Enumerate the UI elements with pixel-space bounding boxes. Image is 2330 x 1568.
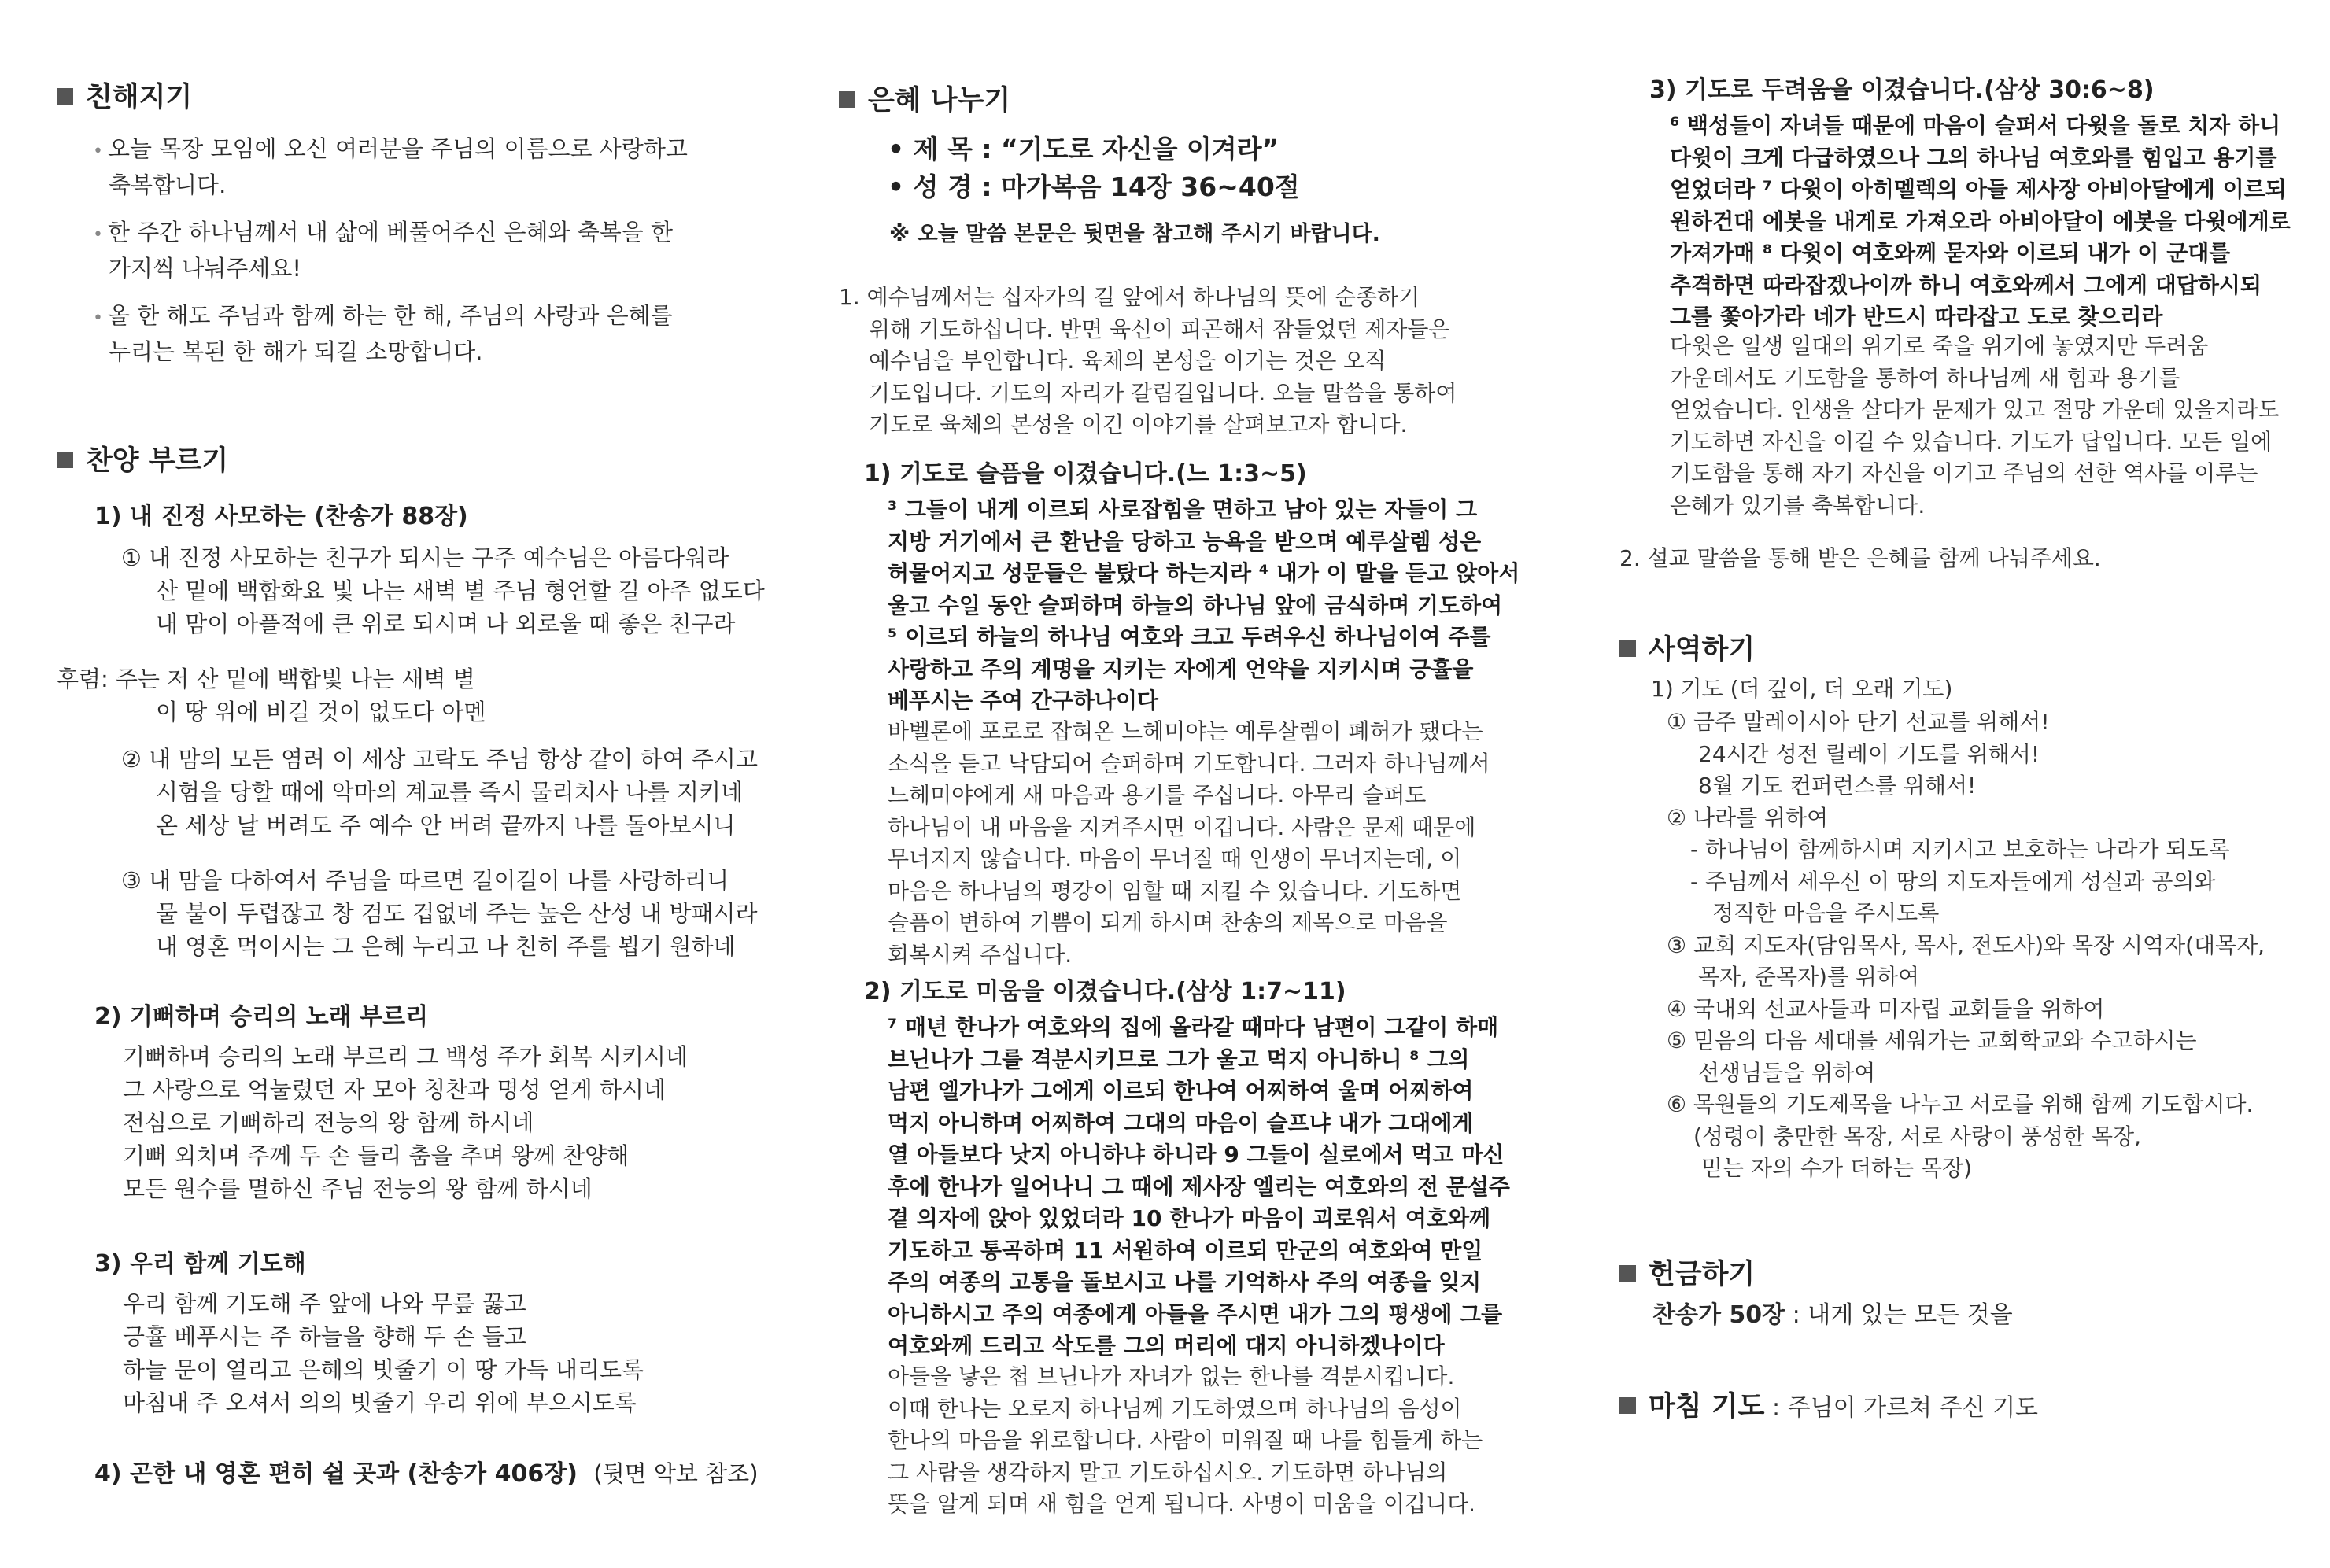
offering-hymn: 찬송가 50장 : 내게 있는 모든 것을 (1652, 1301, 2013, 1329)
fellowship-item-3: • 올 한 해도 주님과 함께 하는 한 해, 주님의 사랑과 은혜를 누리는 복된 한 해가 되길 소망합니다. (93, 302, 673, 365)
song-4-note: (뒷면 악보 참조) (593, 1460, 759, 1487)
section-heading-ministry: 사역하기 (1619, 628, 1755, 667)
point-1-bible-text: ³ 그들이 내게 이르되 사로잡힘을 면하고 남아 있는 자들이 그 지방 거기에서 큰 환난을 당하고 능욕을 받으며 예루살렘 성은 허물어지고 성문들은 불탔다 하는지라 ⁴ 내가 이 말을 듣고 앉아서 울고 수일 동안 슬퍼하며 하늘의 하나님 앞에 금식하며 기도하여 ⁵ 이르되 하늘의 하나님 여호와 크고 두려우신 하나님이여 주를 사랑하고 주의 계명을 지키는 자에게 언약을 지키시며 긍휼을 베푸시는 주여 간구하나이다 (888, 496, 1520, 714)
song-4-title: 4) 곤한 내 영혼 편히 쉴 곳과 (찬송가 406장) (뒷면 악보 참조) (94, 1460, 759, 1488)
section-heading-fellowship: 친해지기 (57, 76, 192, 115)
prayer-subtitle: 1) 기도 (더 깊이, 더 오래 기도) (1651, 676, 1953, 702)
dot-bullet-icon: • (93, 142, 103, 161)
point-2-title: 2) 기도로 미움을 이겼습니다.(삼상 1:7~11) (864, 978, 1346, 1005)
square-bullet-icon (839, 91, 855, 108)
song-1-verse-2: ② 내 맘의 모든 염려 이 세상 고락도 주님 항상 같이 하여 주시고 시험을 당할 때에 악마의 계교를 즉시 물리치사 나를 지키네 온 세상 날 버려도 주 예수 안 버려 끝까지 나를 돌아보시니 (121, 746, 758, 839)
fellowship-item-1: • 오늘 목장 모임에 오신 여러분을 주님의 이름으로 사랑하고 축복합니다. (93, 135, 688, 198)
scripture-note: ※ 오늘 말씀 본문은 뒷면을 참고해 주시기 바랍니다. (889, 222, 1380, 246)
square-bullet-icon (1619, 1265, 1636, 1282)
prayer-list: ① 금주 말레이시아 단기 선교를 위해서! 24시간 성전 릴레이 기도를 위해서! 8월 기도 컨퍼런스를 위해서! ② 나라를 위하여 - 하나님이 함께하시며 지키시고 보호하는 나라가 되도록 - 주님께서 세우신 이 땅의 지도자들에게 성실과 공의와 정직한 마음을 주시도록 ③ 교회 지도자(담임목사, 목사, 전도사)와 목장 시역자(대목자, 목자, 준목자)를 위하여 ④ 국내외 선교사들과 미자립 교회들을 위하여 ⑤ 믿음의 다음 세대를 세워가는 교회학교와 수고하시는 선생님들을 위하여 ⑥ 목원들의 기도제목을 나누고 서로를 위해 함께 기도합시다. (성령이 충만한 목장, 서로 사랑이 풍성한 목장, 믿는 자의 수가 더하는 목장) (1667, 709, 2265, 1181)
square-bullet-icon (1619, 640, 1636, 657)
point-1-title: 1) 기도로 슬픔을 이겼습니다.(느 1:3~5) (864, 460, 1307, 488)
song-1-verse-1: ① 내 진정 사모하는 친구가 되시는 구주 예수님은 아름다워라 산 밑에 백합화요 빛 나는 새벽 별 주님 형언할 길 아주 없도다 내 맘이 아플적에 큰 위로 되시며 나 외로울 때 좋은 친구라 (121, 544, 765, 637)
point-3-title: 3) 기도로 두려움을 이겼습니다.(삼상 30:6~8) (1649, 76, 2155, 104)
closing-prayer-text: : 주님이 가르쳐 주신 기도 (1764, 1394, 2039, 1422)
point-3-bible-text: ⁶ 백성들이 자녀들 때문에 마음이 슬퍼서 다윗을 돌로 치자 하니 다윗이 크게 다급하였으나 그의 하나님 여호와를 힘입고 용기를 얻었더라 ⁷ 다윗이 아히멜렉의 아들 제사장 아비아달에게 이르되 원하건대 에봇을 내게로 가져오라 아비아달이 에봇을 다윗에게로 가져가매 ⁸ 다윗이 여호와께 묻자와 이르되 내가 이 군대를 추격하면 따라잡겠나이까 하니 여호와께서 그에게 대답하시되 그를 쫓아가라 네가 반드시 따라잡고 도로 찾으리라 (1670, 113, 2291, 330)
square-bullet-icon (1619, 1397, 1636, 1414)
point-2-commentary: 아들을 낳은 첩 브닌나가 자녀가 없는 한나를 격분시킵니다. 이때 한나는 오로지 하나님께 기도하였으며 하나님의 음성이 한나의 마음을 위로합니다. 사람이 미워질 때 나를 힘들게 하는 그 사람을 생각하지 말고 기도하십시오. 기도하면 하나님의 뜻을 알게 되며 새 힘을 얻게 됩니다. 사명이 미움을 이깁니다. (888, 1363, 1483, 1517)
song-1-verse-3: ③ 내 맘을 다하여서 주님을 따르면 길이길이 나를 사랑하리니 물 불이 두렵잖고 창 검도 겁없네 주는 높은 산성 내 방패시라 내 영혼 먹이시는 그 은혜 누리고 나 친히 주를 뵙기 원하네 (121, 867, 758, 960)
square-bullet-icon (57, 452, 73, 468)
sermon-topic: • 제 목 : “기도로 자신을 이겨라” (888, 134, 1279, 164)
dot-bullet-icon: • (93, 308, 103, 328)
point-2-bible-text: ⁷ 매년 한나가 여호와의 집에 올라갈 때마다 남편이 그같이 하매 브닌나가 그를 격분시키므로 그가 울고 먹지 아니하니 ⁸ 그의 남편 엘가나가 그에게 이르되 한나여 어찌하여 울며 어찌하여 먹지 아니하며 어찌하여 그대의 마음이 슬프냐 내가 그대에게 열 아들보다 낫지 아니하냐 하니라 9 그들이 실로에서 먹고 마신 후에 한나가 일어나니 그 때에 제사장 엘리는 여호와의 전 문설주 곁 의자에 앉아 있었더라 10 한나가 마음이 괴로워서 여호와께 기도하고 통곡하며 11 서원하여 이르되 만군의 여호와여 만일 주의 여종의 고통을 돌보시고 나를 기억하사 주의 여종을 잊지 아니하시고 주의 여종에게 아들을 주시면 내가 그의 평생에 그를 여호와께 드리고 삭도를 그의 머리에 대지 아니하겠나이다 (888, 1014, 1510, 1359)
song-2-title: 2) 기뻐하며 승리의 노래 부르리 (94, 1003, 429, 1031)
song-3-title: 3) 우리 함께 기도해 (94, 1250, 306, 1278)
section-heading-sharing: 은혜 나누기 (839, 79, 1010, 118)
song-1-title: 1) 내 진정 사모하는 (찬송가 88장) (94, 503, 468, 530)
song-2-lyrics: 기뻐하며 승리의 노래 부르리 그 백성 주가 회복 시키시네 그 사랑으로 억눌렸던 자 모아 칭찬과 명성 얻게 하시네 전심으로 기뻐하리 전능의 왕 함께 하시네 기뻐 외치며 주께 두 손 들리 춤을 추며 왕께 찬양해 모든 원수를 멸하신 주님 전능의 왕 함께 하시네 (123, 1043, 689, 1202)
square-bullet-icon (57, 88, 73, 105)
dot-bullet-icon: • (93, 225, 103, 245)
fellowship-item-2: • 한 주간 하나님께서 내 삶에 베풀어주신 은혜와 축복을 한 가지씩 나눠주세요! (93, 219, 674, 282)
question-1-intro: 1. 예수님께서는 십자가의 길 앞에서 하나님의 뜻에 순종하기 위해 기도하십니다. 반면 육신이 피곤해서 잠들었던 제자들은 예수님을 부인합니다. 육체의 본성을 이기는 것은 오직 기도입니다. 기도의 자리가 갈림길입니다. 오늘 말씀을 통하여 기도로 육체의 본성을 이긴 이야기를 살펴보고자 합니다. (839, 284, 1457, 437)
sermon-scripture: • 성 경 : 마가복음 14장 36~40절 (888, 172, 1300, 202)
point-3-commentary: 다윗은 일생 일대의 위기로 죽을 위기에 놓였지만 두려움 가운데서도 기도함을 통하여 하나님께 새 힘과 용기를 얻었습니다. 인생을 살다가 문제가 있고 절망 가운데 있을지라도 기도하면 자신을 이길 수 있습니다. 기도가 답입니다. 모든 일에 기도함을 통해 자기 자신을 이기고 주님의 선한 역사를 이루는 은혜가 있기를 축복합니다. (1670, 333, 2280, 518)
section-heading-praise: 찬양 부르기 (57, 439, 228, 478)
song-1-refrain: 후렴: 주는 저 산 밑에 백합빛 나는 새벽 별 이 땅 위에 비길 것이 없도다 아멘 (57, 666, 486, 725)
song-3-lyrics: 우리 함께 기도해 주 앞에 나와 무릎 꿇고 긍휼 베푸시는 주 하늘을 향해 두 손 들고 하늘 문이 열리고 은혜의 빗줄기 이 땅 가득 내리도록 마침내 주 오셔서 의의 빗줄기 우리 위에 부으시도록 (123, 1290, 644, 1416)
section-heading-offering: 헌금하기 (1619, 1253, 1755, 1292)
question-2: 2. 설교 말씀을 통해 받은 은혜를 함께 나눠주세요. (1619, 545, 2101, 571)
point-1-commentary: 바벨론에 포로로 잡혀온 느헤미야는 예루살렘이 폐허가 됐다는 소식을 듣고 낙담되어 슬퍼하며 기도합니다. 그러자 하나님께서 느헤미야에게 새 마음과 용기를 주십니다. 아무리 슬퍼도 하나님이 내 마음을 지켜주시면 이깁니다. 사람은 문제 때문에 무너지지 않습니다. 마음이 무너질 때 인생이 무너지는데, 이 마음은 하나님의 평강이 임할 때 지킬 수 있습니다. 기도하면 슬픔이 변하여 기쁨이 되게 하시며 찬송의 제목으로 마음을 회복시켜 주십니다. (888, 718, 1490, 968)
section-heading-closing-prayer: 마침 기도 : 주님이 가르쳐 주신 기도 (1619, 1385, 2038, 1424)
